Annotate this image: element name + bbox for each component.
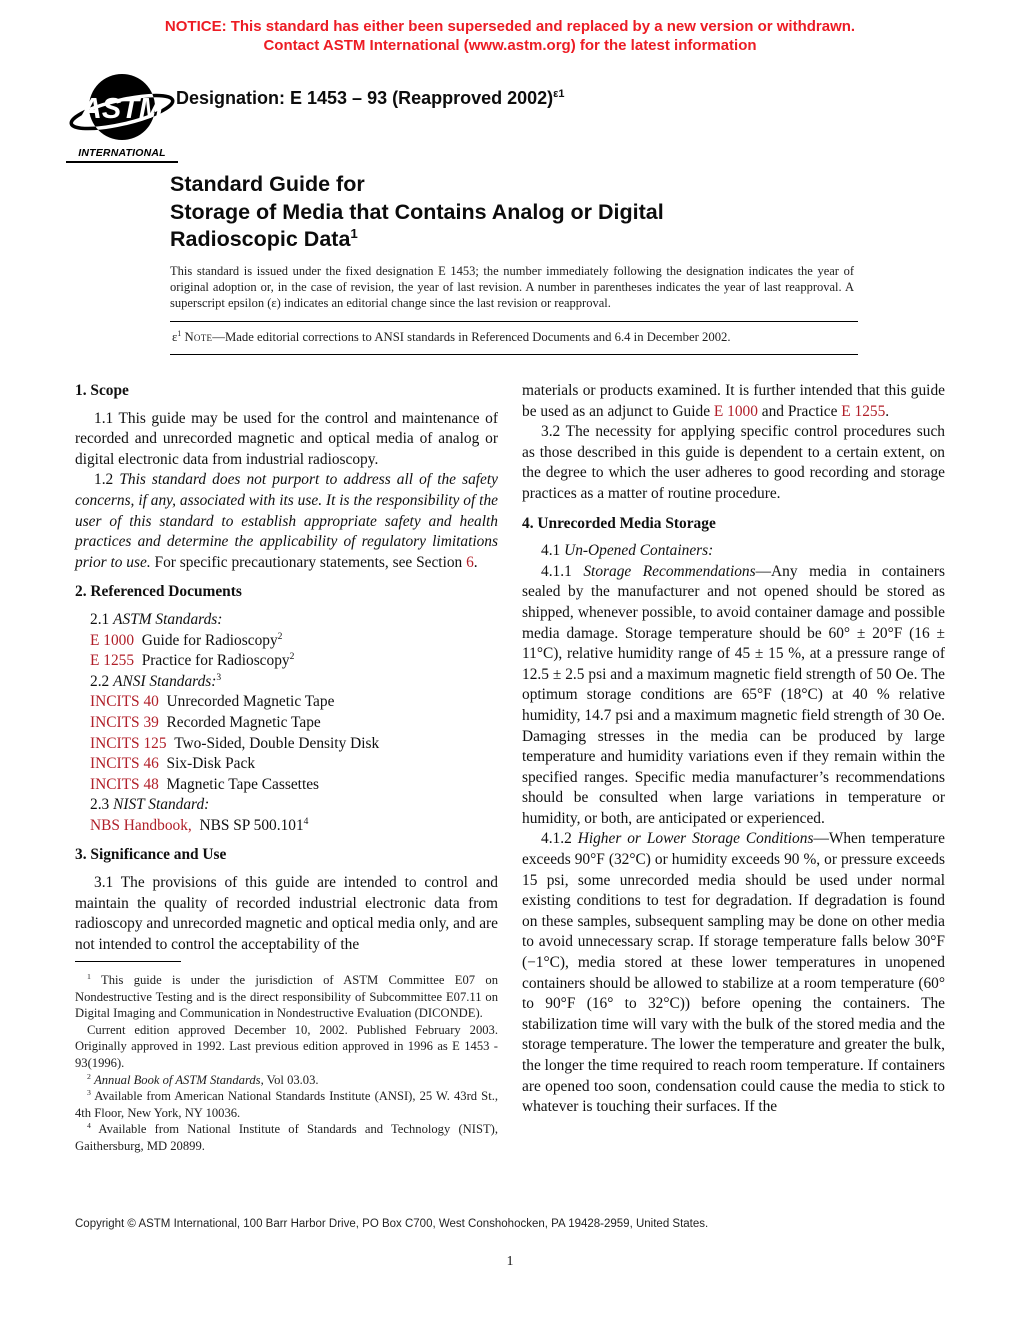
footnote-1: $^1$ This guide is under the jurisdiction of ASTM Committee E07 on Nondestructive Testing and is the direct responsibility of Subcommittee E07.11 on Digital Imaging and Communication in Nondestructive Evaluation (DICONDE). xyxy=(75,971,498,1021)
paragraph-3-2: 3.2 The necessity for applying specific control procedures such as those described in this guide is dependent to a certain extent, on the degree to which the user adheres to good recording and storage practices as a matter of routine procedure. xyxy=(522,423,945,502)
issuance-preamble: This standard is issued under the fixed designation E 1453; the number immediately following the designation indicates the year of original adoption or, in the case of revision, the year of last revision. A number in parentheses indicates the year of last reapproval. A superscript epsilon (ε) indicates an editorial change since the last revision or reapproval. xyxy=(170,264,854,311)
section-4-heading: 4. Unrecorded Media Storage xyxy=(522,514,716,532)
footnotes-block xyxy=(75,961,498,1155)
reference-line: INCITS 46 Six-Disk Pack xyxy=(90,755,256,773)
doc-link[interactable]: 6 xyxy=(466,553,474,571)
notice-line-2: Contact ASTM International (www.astm.org) for the latest information xyxy=(263,37,757,54)
right-column xyxy=(522,381,945,1118)
footnote-4: $^4$ Available from National Institute of Standards and Technology (NIST), Gaithersburg, MD 20899. xyxy=(75,1121,498,1153)
doc-link[interactable]: E 1000 xyxy=(90,631,135,649)
paragraph-4-1-2: 4.1.2 Higher or Lower Storage Conditions—When temperature exceeds 90°F (32°C) or humidity exceeds 90 %, or pressure exceeds 15 psi, some unrecorded media should be used under normal existing conditions to test for degradation. If degradation is found on these samples, subsequent sampling may be done on other media to avoid unnecessary scrap. If storage temperature falls below 30°F (−1°C), media stored at these lower temperatures in unopened containers should be allowed to stabilize at a room temperature (60° to 90°F (16° to 32°C)) before opening the containers. The stabilization time will vary with the bulk of the stored media and the storage temperature. The lower the temperature and greater the bulk, the longer the time required to reach room temperature. If containers are opened too soon, condensation could cause the media to stick to whatever is touching their surfaces. If the xyxy=(522,830,945,1116)
doc-link[interactable]: E 1255 xyxy=(90,652,135,670)
reference-line: 2.3 NIST Standard: xyxy=(90,796,210,814)
paragraph-4-1-1: 4.1.1 Storage Recommendations—Any media in containers sealed by the manufacturer and not opened should be stored as shipped, whenever possible, to avoid container damage and possible media damage. Storage temperature should be 60° ± 20°F (16 ± 11°C), relative humidity range of 45 ± 15 %, at a pressure range of 12.5 ± 2.5 psi and a maximum magnetic field strength of 50 Oe. The optimum storage conditions are 65°F (18°C) at 40 % relative humidity, 14.7 psi and a maximum magnetic field strength of 30 Oe. Damaging stresses in the media can be produced by large temperature and humidity variations even if they remain within the specified ranges. Specific media manufacturer’s recommendations should be consulted when large variations in temperature or humidity, or both, are anticipated or experienced. xyxy=(522,562,945,827)
doc-link[interactable]: E 1000 xyxy=(713,402,758,420)
astm-globe-icon xyxy=(68,72,176,146)
footnote-edition: Current edition approved December 10, 2002. Published February 2003. Originally approved in 1992. Last previous edition approved in 1996 as E 1453 - 93(1996). xyxy=(75,1022,498,1070)
doc-link[interactable]: INCITS 48 xyxy=(90,775,159,793)
page-number: 1 xyxy=(506,1253,514,1268)
doc-link[interactable]: INCITS 125 xyxy=(90,734,167,752)
reference-line: 2.2 ANSI Standards:$^3$ xyxy=(90,671,222,690)
doc-link[interactable]: NBS Handbook, xyxy=(90,816,192,834)
reference-line: NBS Handbook, NBS SP 500.101$^4$ xyxy=(90,815,309,834)
reference-line: INCITS 48 Magnetic Tape Cassettes xyxy=(90,775,320,793)
doc-link[interactable]: INCITS 46 xyxy=(90,755,159,773)
footnote-divider xyxy=(75,961,181,962)
copyright-line: Copyright © ASTM International, 100 Barr Harbor Drive, PO Box C700, West Conshohocken, PA 19428-2959, United States. xyxy=(75,1218,709,1230)
reference-line: INCITS 125 Two-Sided, Double Density Disk xyxy=(90,734,380,752)
editorial-note: $\varepsilon^1$ Note—Made editorial corrections to ANSI standards in Referenced Documents and 6.4 in December 2002. xyxy=(170,321,858,355)
logo-international-label: INTERNATIONAL xyxy=(66,147,178,163)
paragraph-3-1-continued: materials or products examined. It is further intended that this guide be used as an adjunct to Guide E 1000 and Practice E 1255. xyxy=(522,382,945,420)
reference-line: E 1255 Practice for Radioscopy$^2$ xyxy=(90,651,295,670)
title-line-3: Radioscopic Data$^1$ xyxy=(170,225,358,251)
designation-line: Designation: E 1453 – 93 (Reapproved 2002)$^{\varepsilon 1}$ xyxy=(176,88,565,108)
reference-line: INCITS 40 Unrecorded Magnetic Tape xyxy=(90,693,335,711)
astm-logo xyxy=(66,72,178,163)
notice-line-1: NOTICE: This standard has either been superseded and replaced by a new version or withdrawn. xyxy=(164,18,856,35)
doc-link[interactable]: E 1255 xyxy=(841,402,886,420)
paragraph-1-1: 1.1 This guide may be used for the control and maintenance of recorded and unrecorded magnetic and optical media of analog or digital electronic data from industrial radioscopy. xyxy=(75,409,498,468)
reference-line: INCITS 39 Recorded Magnetic Tape xyxy=(90,713,321,731)
section-1-heading: 1. Scope xyxy=(75,382,129,399)
footnote-3: $^3$ Available from American National Standards Institute (ANSI), 25 W. 43rd St., 4th Floor, New York, NY 10036. xyxy=(75,1087,498,1120)
footnote-2: $^2$ Annual Book of ASTM Standards, Vol 03.03. xyxy=(87,1071,319,1087)
paragraph-4-1: 4.1 Un-Opened Containers: xyxy=(541,542,714,560)
paragraph-1-2: 1.2 This standard does not purport to address all of the safety concerns, if any, associated with its use. It is the responsibility of the user of this standard to establish appropriate safety and health practices and determine the applicability of regulatory limitations prior to use. For specific precautionary statements, see Section 6. xyxy=(75,471,498,571)
reference-line: E 1000 Guide for Radioscopy$^2$ xyxy=(90,630,283,649)
left-column xyxy=(75,381,498,955)
supersession-notice xyxy=(0,17,1020,55)
standard-title xyxy=(170,171,664,254)
title-line-1: Standard Guide for xyxy=(170,172,365,196)
svg-text:ASTM: ASTM xyxy=(80,93,164,125)
reference-line: 2.1 ASTM Standards: xyxy=(90,610,223,628)
doc-link[interactable]: INCITS 39 xyxy=(90,713,159,731)
paragraph-3-1: 3.1 The provisions of this guide are intended to control and maintain the quality of recorded industrial electronic data from radioscopy and unrecorded magnetic and optical media only, and are not intended to control the acceptability of the xyxy=(75,874,498,953)
title-line-2: Storage of Media that Contains Analog or Digital xyxy=(170,199,664,224)
doc-link[interactable]: INCITS 40 xyxy=(90,693,159,711)
section-3-heading: 3. Significance and Use xyxy=(75,846,227,864)
section-2-heading: 2. Referenced Documents xyxy=(75,583,242,601)
